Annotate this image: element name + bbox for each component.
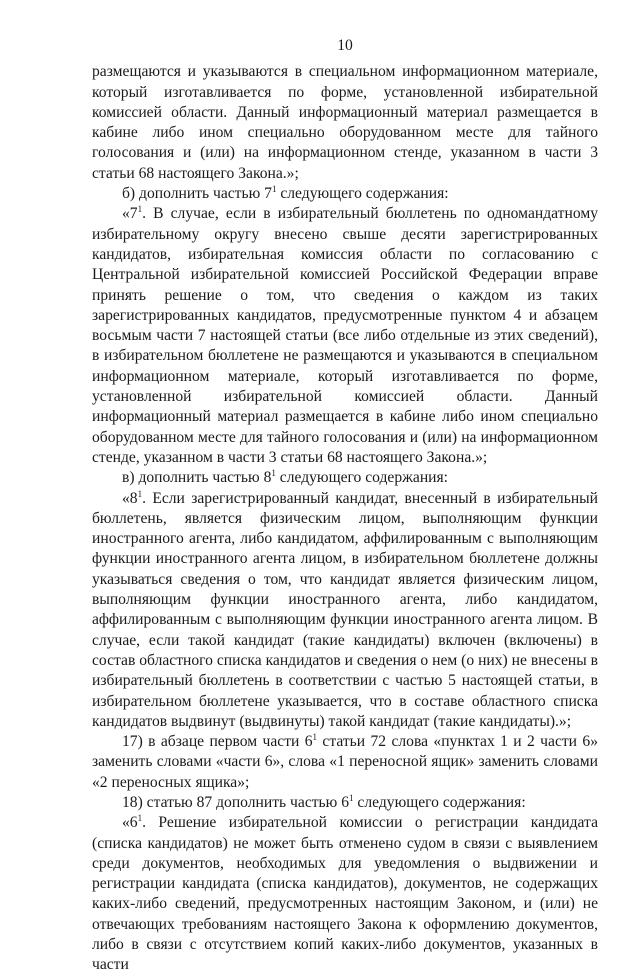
paragraph-text: . Решение избирательной комиссии о регистрации кандидата (списка кандидатов) не может быть отменено судом в связи с выявлением среди документов, необходимых для уведомления о выдвижении и регистрации кандидата (списка кандидатов), документов, не содержащих каких-либо сведений, предусмотренных настоящим Законом, и (или) не отвечающих требованиям настоящего Закона к оформлению документов, либо в связи с отсутствием копий каких-либо документов, указанных в части	[92, 814, 598, 974]
paragraph-text: б) дополнить частью 7	[122, 185, 272, 203]
paragraph-text: следующего содержания:	[275, 469, 449, 487]
page-number: 10	[337, 37, 353, 54]
superscript: 1	[137, 813, 143, 824]
paragraph-text: следующего содержания:	[353, 793, 526, 811]
paragraph-text: 17) в абзаце первом части 6	[122, 733, 313, 751]
paragraph-2	[92, 184, 598, 204]
superscript: 1	[312, 732, 318, 743]
superscript: 1	[271, 184, 277, 195]
paragraph-text: в) дополнить частью 8	[122, 469, 272, 487]
paragraph-text: статьи 72 слова «пунктах 1 и 2 части 6» заменить словами «части 6», слова «1 переносной ящик» заменить словами «2 переносных ящика»;	[92, 733, 598, 791]
paragraph-text: следующего содержания:	[276, 185, 449, 203]
paragraph-text: «6	[122, 814, 138, 832]
paragraph-text: «7	[122, 205, 138, 223]
paragraph-5	[92, 489, 598, 733]
paragraph-6	[92, 732, 598, 793]
superscript: 1	[271, 468, 276, 479]
paragraph-text: . В случае, если в избирательный бюллетень по одномандатному избирательному округу внесено свыше десяти зарегистрированных кандидатов, избирательная комиссия области по согласованию с Центральной избирательной комиссией Российской Федерации вправе принять решение о том, что сведения о каждом из таких зарегистрированных кандидатов, предусмотренные пунктом 4 и абзацем восьмым части 7 настоящей статьи (все либо отдельные из этих сведений), в избирательном бюллетене не размещаются и указываются в специальном информационном материале, который изготавливается по форме, установленной избирательной комиссией области. Данный информационный материал размещается в кабине либо ином специально оборудованном месте для тайного голосования и (или) на информационном стенде, указанном в части 3 статьи 68 настоящего Закона.»;	[92, 205, 598, 466]
paragraph-8	[92, 813, 598, 975]
superscript: 1	[137, 488, 143, 499]
paragraph-1	[92, 62, 598, 184]
paragraph-text: размещаются и указываются в специальном информационном материале, который изготавливается по форме, установленной избирательной комиссией области. Данный информационный материал размещается в кабине либо ином специально оборудованном месте для тайного голосования и (или) на информационном стенде, указанном в части 3 статьи 68 настоящего Закона.»;	[92, 63, 598, 182]
paragraph-3	[92, 204, 598, 468]
paragraph-text: «8	[122, 489, 138, 507]
paragraph-4	[92, 468, 598, 488]
superscript: 1	[349, 792, 354, 803]
paragraph-7	[92, 793, 598, 813]
superscript: 1	[137, 204, 143, 215]
paragraph-text: . Если зарегистрированный кандидат, внесенный в избирательный бюллетень, является физическим лицом, выполняющим функции иностранного агента, либо кандидатом, аффилированным с выполняющим функции иностранного агента лицом, в избирательном бюллетене должны указываться сведения о том, что кандидат является физическим лицом, выполняющим функции иностранного агента, либо кандидатом, аффилированным с выполняющим функции иностранного агента лицом. В случае, если такой кандидат (такие кандидаты) включен (включены) в состав областного списка кандидатов и сведения о нем (о них) не внесены в избирательный бюллетень в соответствии с частью 5 настоящей статьи, в избирательном бюллетене указывается, что в составе областного списка кандидатов выдвинут (выдвинуты) такой кандидат (такие кандидаты).»;	[92, 489, 598, 730]
paragraph-text: 18) статью 87 дополнить частью 6	[122, 793, 350, 811]
